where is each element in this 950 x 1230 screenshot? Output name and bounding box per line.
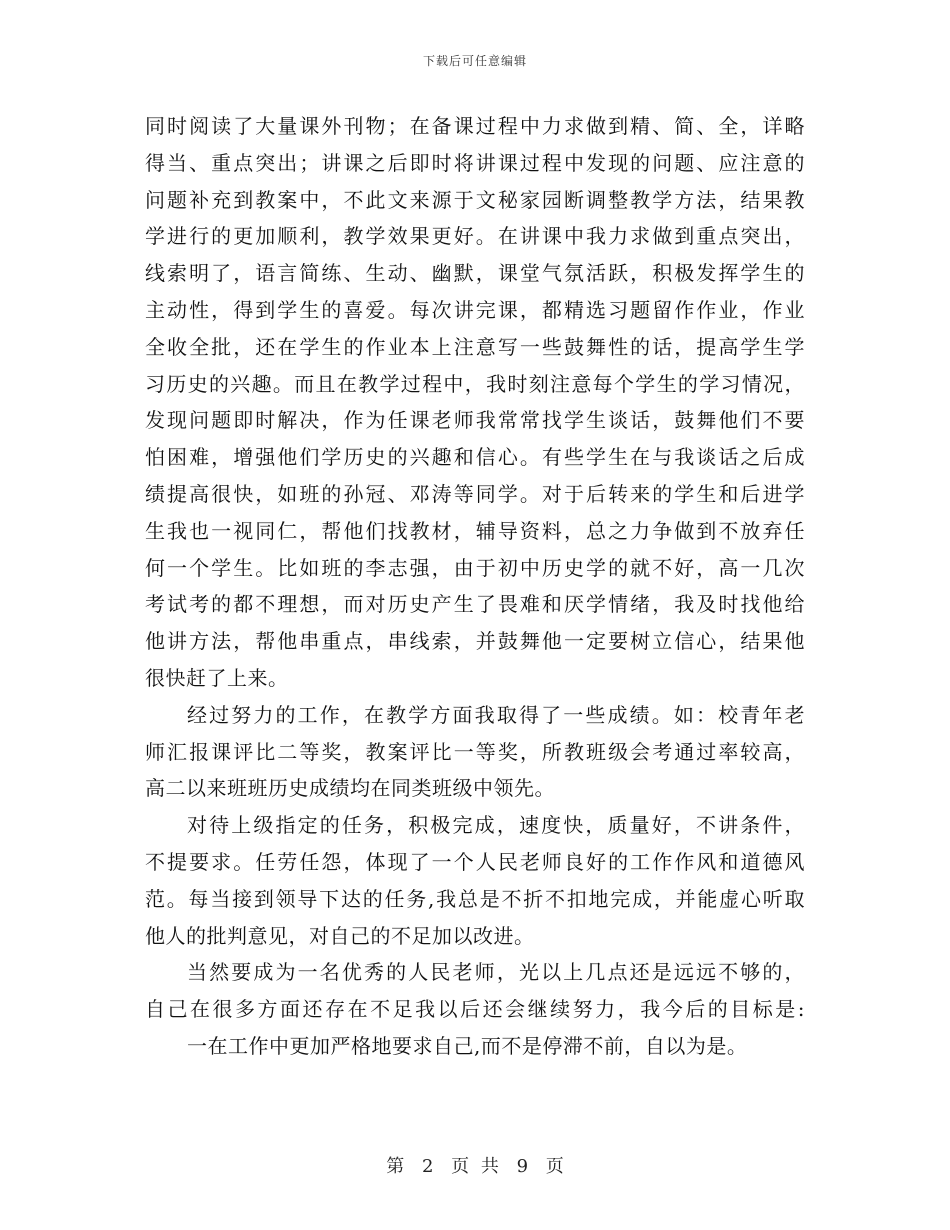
paragraph-start-line: 对待上级指定的任务，积极完成，速度快，质量好，不讲条件， — [187, 813, 805, 838]
footer-middle: 页 共 — [451, 1156, 499, 1177]
page-footer — [0, 1152, 950, 1178]
text-line: 线索明了，语言简练、生动、幽默，课堂气氛活跃，积极发挥学生的 — [145, 261, 805, 286]
text-line: 师汇报课评比二等奖，教案评比一等奖，所教班级会考通过率较高， — [145, 739, 805, 764]
text-line: 发现问题即时解决，作为任课老师我常常找学生谈话，鼓舞他们不要 — [145, 408, 805, 433]
paragraph-start-line: 经过努力的工作，在教学方面我取得了一些成绩。如：校青年老 — [187, 702, 805, 727]
text-line: 得当、重点突出；讲课之后即时将讲课过程中发现的问题、应注意的 — [145, 150, 805, 175]
footer-suffix: 页 — [545, 1156, 564, 1177]
text-line: 自己在很多方面还存在不足我以后还会继续努力，我今后的目标是: — [145, 997, 805, 1022]
footer-page-number: 2 — [421, 1156, 434, 1177]
text-line: 同时阅读了大量课外刊物；在备课过程中力求做到精、简、全，详略 — [145, 114, 805, 138]
text-line: 他讲方法，帮他串重点，串线索，并鼓舞他一定要树立信心，结果他 — [145, 629, 805, 654]
paragraph-start-line: 一在工作中更加严格地要求自己,而不是停滞不前，自以为是。 — [187, 1033, 748, 1058]
text-line: 生我也一视同仁，帮他们找教材，辅导资料，总之力争做到不放弃任 — [145, 518, 805, 543]
text-line: 考试考的都不理想，而对历史产生了畏难和厌学情绪，我及时找他给 — [145, 592, 805, 617]
text-line: 习历史的兴趣。而且在教学过程中，我时刻注意每个学生的学习情况， — [145, 371, 805, 396]
text-line: 他人的批判意见，对自己的不足加以改进。 — [145, 923, 535, 948]
text-line: 高二以来班班历史成绩均在同类班级中领先。 — [145, 776, 555, 801]
text-line: 怕困难，增强他们学历史的兴趣和信心。有些学生在与我谈话之后成 — [145, 445, 805, 470]
document-body — [145, 108, 805, 1065]
page-header: 下载后可任意编辑 — [422, 54, 527, 68]
text-line: 主动性，得到学生的喜爱。每次讲完课，都精选习题留作作业，作业 — [145, 297, 805, 322]
text-line: 不提要求。任劳任怨，体现了一个人民老师良好的工作作风和道德风 — [145, 849, 805, 874]
text-line: 绩提高很快，如班的孙冠、邓涛等同学。对于后转来的学生和后进学 — [145, 481, 805, 506]
footer-prefix: 第 — [386, 1156, 405, 1177]
paragraph-start-line: 当然要成为一名优秀的人民老师，光以上几点还是远远不够的， — [187, 960, 805, 985]
text-line: 何一个学生。比如班的李志强，由于初中历史学的就不好，高一几次 — [145, 555, 805, 580]
text-line: 很快赶了上来。 — [145, 665, 289, 690]
footer-total-pages: 9 — [516, 1156, 529, 1177]
text-line: 问题补充到教案中，不此文来源于文秘家园断调整教学方法，结果教 — [145, 187, 805, 212]
text-line: 全收全批，还在学生的作业本上注意写一些鼓舞性的话，提高学生学 — [145, 334, 805, 359]
text-line: 范。每当接到领导下达的任务,我总是不折不扣地完成，并能虚心听取 — [145, 886, 805, 911]
text-line: 学进行的更加顺利，教学效果更好。在讲课中我力求做到重点突出， — [145, 224, 805, 249]
